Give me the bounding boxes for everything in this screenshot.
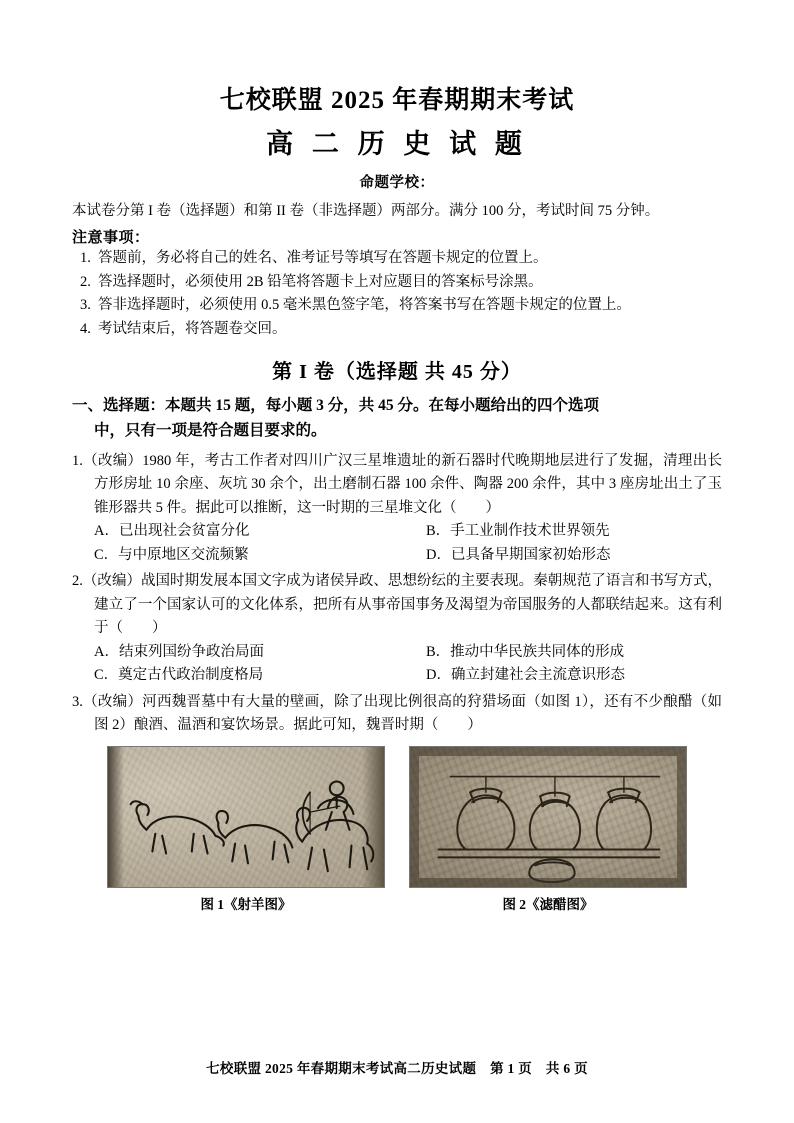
instruction-line-1: 一、选择题：本题共 15 题，每小题 3 分，共 45 分。在每小题给出的四个选项 (72, 397, 600, 415)
notice-text: 答题前，务必将自己的姓名、准考证号等填写在答题卡规定的位置上。 (98, 250, 548, 267)
question-1-text: （改编）1980 年，考古工作者对四川广汉三星堆遗址的新石器时代晚期地层进行了发掘，清理出长方形房址 10 余座、灰坑 30 余个，出土磨制石器 100 余件、陶器 200 余件，其中 3 座房址出土了玉锥形器共 5 件。据此可以推断，这一时期的三星堆文化（ ） (82, 453, 722, 516)
question-3 (72, 691, 722, 738)
question-3-stem (72, 691, 722, 738)
question-2-option-a[interactable]: A．结束列国纷争政治局面 (94, 643, 264, 660)
vinegar-mural-image (409, 746, 687, 888)
notice-item (72, 318, 722, 341)
notice-title: 注意事项： (72, 230, 150, 247)
school-label: 命题学校： (359, 175, 435, 191)
notice-item (72, 247, 722, 270)
figure-1 (107, 746, 385, 913)
question-2-options (72, 641, 722, 688)
notice-number: 2. (80, 273, 91, 290)
question-2-number: 2. (72, 573, 83, 590)
notice-number: 3. (80, 297, 91, 314)
question-2-option-c[interactable]: C．奠定古代政治制度格局 (94, 667, 264, 684)
page-title: 七校联盟 2025 年春期期末考试 (219, 87, 575, 114)
question-2-text: （改编）战国时期发展本国文字成为诸侯异政、思想纷纭的主要表现。秦朝规范了语言和书写方式，建立了一个国家认可的文化体系，把所有从事帝国事务及渴望为帝国服务的人都联结起来。这有利于（ ） (82, 573, 722, 637)
multiple-choice-instruction (72, 394, 722, 444)
question-3-number: 3. (72, 693, 83, 710)
page-footer: 七校联盟 2025 年春期期末考试高二历史试题 第 1 页 共 6 页 (206, 1061, 588, 1076)
question-2 (72, 570, 722, 687)
figure-2 (409, 746, 687, 913)
exam-info-line: 本试卷分第 I 卷（选择题）和第 II 卷（非选择题）两部分。满分 100 分，考试时间 75 分钟。 (72, 203, 660, 219)
notice-item (72, 271, 722, 294)
notice-number: 4. (80, 320, 91, 337)
question-3-text: （改编）河西魏晋墓中有大量的壁画，除了出现比例很高的狩猎场面（如图 1），还有不少酿醋（如图 2）酿酒、温酒和宴饮场景。据此可知，魏晋时期（ ） (82, 693, 722, 734)
question-2-option-b[interactable]: B．推动中华民族共同体的形成 (426, 643, 625, 660)
question-1-options (72, 520, 722, 567)
question-1 (72, 450, 722, 567)
notice-text: 答非选择题时，必须使用 0.5 毫米黑色签字笔，将答案书写在答题卡规定的位置上。 (98, 297, 631, 314)
instruction-line-2: 中，只有一项是符合题目要求的。 (94, 422, 327, 440)
question-1-option-c[interactable]: C．与中原地区交流频繁 (94, 546, 249, 563)
notice-text: 答选择题时，必须使用 2B 铅笔将答题卡上对应题目的答案标号涂黑。 (98, 273, 543, 290)
notice-list (72, 247, 722, 341)
figure-1-caption: 图 1《射羊图》 (200, 896, 292, 912)
question-1-option-d[interactable]: D．已具备早期国家初始形态 (426, 546, 611, 563)
question-2-stem (72, 570, 722, 640)
notice-text: 考试结束后，将答题卷交回。 (98, 320, 287, 337)
figure-2-caption: 图 2《滤醋图》 (502, 896, 594, 912)
figure-group (72, 746, 722, 913)
question-1-option-a[interactable]: A．已出现社会贫富分化 (94, 523, 250, 540)
question-2-option-d[interactable]: D．确立封建社会主流意识形态 (426, 667, 625, 684)
question-1-stem (72, 450, 722, 520)
hunting-mural-drawing (108, 747, 384, 887)
notice-number: 1. (80, 250, 91, 267)
notice-item (72, 294, 722, 317)
subject-title: 高 二 历 史 试 题 (266, 129, 528, 159)
part-one-heading: 第 I 卷（选择题 共 45 分） (272, 361, 522, 384)
hunting-mural-image (107, 746, 385, 888)
question-1-number: 1. (72, 453, 83, 469)
question-1-option-b[interactable]: B．手工业制作技术世界领先 (426, 523, 610, 540)
